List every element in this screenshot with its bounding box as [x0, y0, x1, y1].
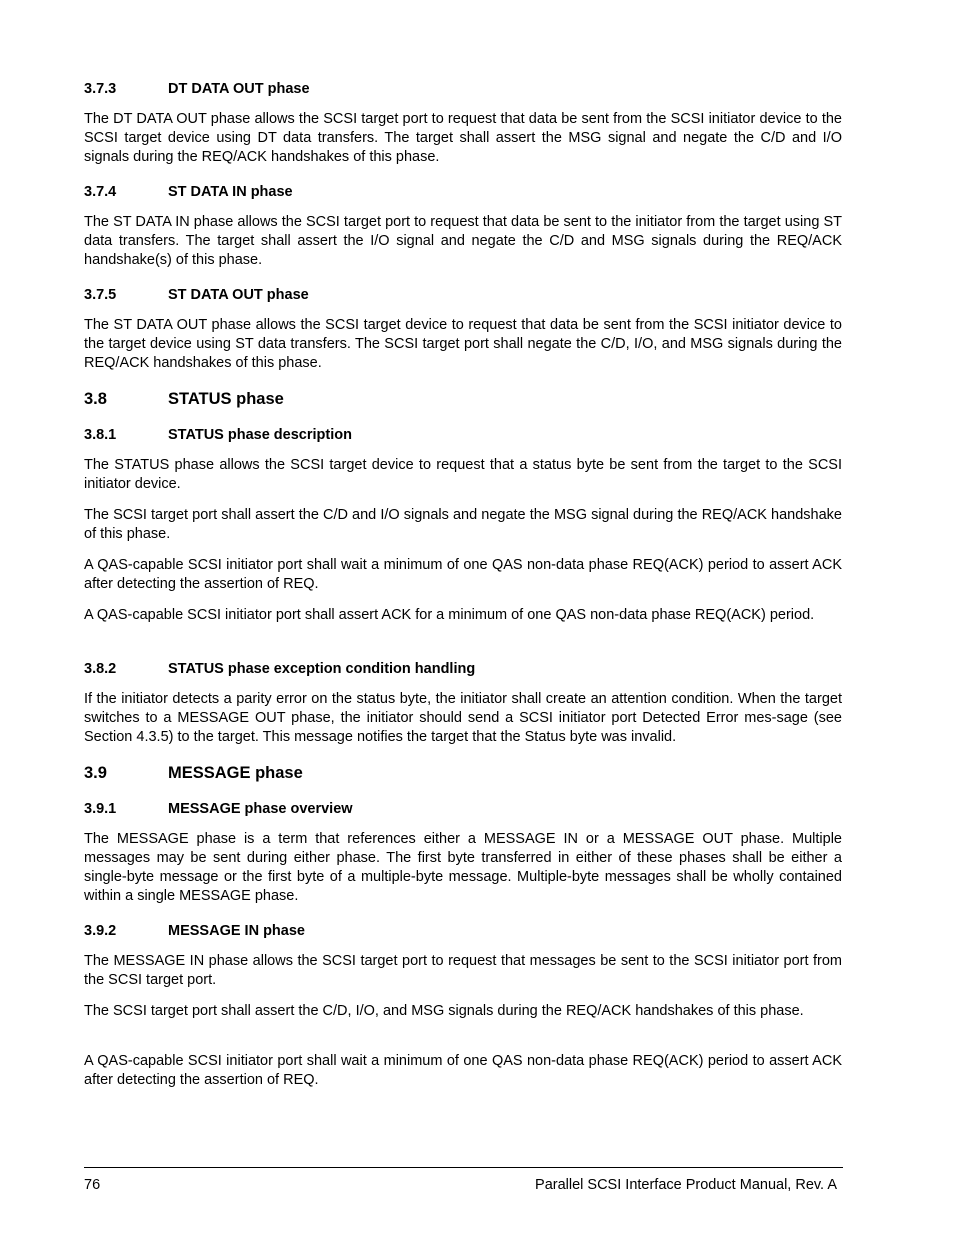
paragraph: The SCSI target port shall assert the C/D and I/O signals and negate the MSG signal during the REQ/ACK handshake of this phase. — [84, 507, 842, 542]
paragraph: The MESSAGE phase is a term that references either a MESSAGE IN or a MESSAGE OUT phase. Multiple messages may be sent during either phase. The first byte transferred in either of these phases shall be either a single-byte message or the first byte of a multiple-byte message. Multiple-byte messages shall be wholly contained within a single MESSAGE phase. — [84, 831, 842, 904]
section-heading-3-7-3: 3.7.3 DT DATA OUT phase — [84, 81, 310, 97]
section-heading-3-8-2: 3.8.2 STATUS phase exception condition handling — [84, 661, 476, 677]
section-heading-3-8-1: 3.8.1 STATUS phase description — [84, 427, 352, 443]
paragraph: The SCSI target port shall assert the C/D, I/O, and MSG signals during the REQ/ACK handshakes of this phase. — [84, 1003, 804, 1019]
page-number: 76 — [84, 1177, 101, 1193]
section-heading-3-7-5: 3.7.5 ST DATA OUT phase — [84, 287, 309, 303]
section-heading-3-9-1: 3.9.1 MESSAGE phase overview — [84, 801, 353, 817]
paragraph: The STATUS phase allows the SCSI target device to request that a status byte be sent from the target to the SCSI initiator device. — [84, 457, 842, 492]
section-heading-3-8: 3.8 STATUS phase — [84, 390, 284, 408]
paragraph: The ST DATA OUT phase allows the SCSI target device to request that data be sent from the SCSI initiator device to the target device using ST data transfers. The SCSI target port shall negate the C/D, I/O, and MSG signals during the REQ/ACK handshakes of this phase. — [84, 317, 842, 371]
footer-divider — [84, 1167, 843, 1168]
paragraph: A QAS-capable SCSI initiator port shall wait a minimum of one QAS non-data phase REQ(ACK) period to assert ACK after detecting the assertion of REQ. — [84, 557, 842, 592]
paragraph: The ST DATA IN phase allows the SCSI target port to request that data be sent to the initiator from the target using ST data transfers. The target shall assert the I/O signal and negate the C/D and MSG signals during the REQ/ACK handshake(s) of this phase. — [84, 214, 842, 268]
paragraph: A QAS-capable SCSI initiator port shall wait a minimum of one QAS non-data phase REQ(ACK) period to assert ACK after detecting the assertion of REQ. — [84, 1053, 842, 1088]
footer-title: Parallel SCSI Interface Product Manual, Rev. A — [535, 1177, 837, 1193]
section-heading-3-7-4: 3.7.4 ST DATA IN phase — [84, 184, 293, 200]
paragraph: The MESSAGE IN phase allows the SCSI target port to request that messages be sent to the SCSI initiator port from the SCSI target port. — [84, 953, 842, 988]
section-heading-3-9: 3.9 MESSAGE phase — [84, 764, 303, 782]
paragraph: A QAS-capable SCSI initiator port shall assert ACK for a minimum of one QAS non-data phase REQ(ACK) period. — [84, 607, 815, 623]
paragraph: The DT DATA OUT phase allows the SCSI target port to request that data be sent from the SCSI initiator device to the SCSI target device using DT data transfers. The target shall assert the MSG signal and negate the C/D and I/O signals during the REQ/ACK handshakes of this phase. — [84, 111, 842, 165]
paragraph: If the initiator detects a parity error on the status byte, the initiator shall create an attention condition. When the target switches to a MESSAGE OUT phase, the initiator should send a SCSI initiator port Detected Error mes-sage (see Section 4.3.5) to the target. This message notifies the target that the Status byte was invalid. — [84, 691, 842, 745]
section-heading-3-9-2: 3.9.2 MESSAGE IN phase — [84, 923, 305, 939]
